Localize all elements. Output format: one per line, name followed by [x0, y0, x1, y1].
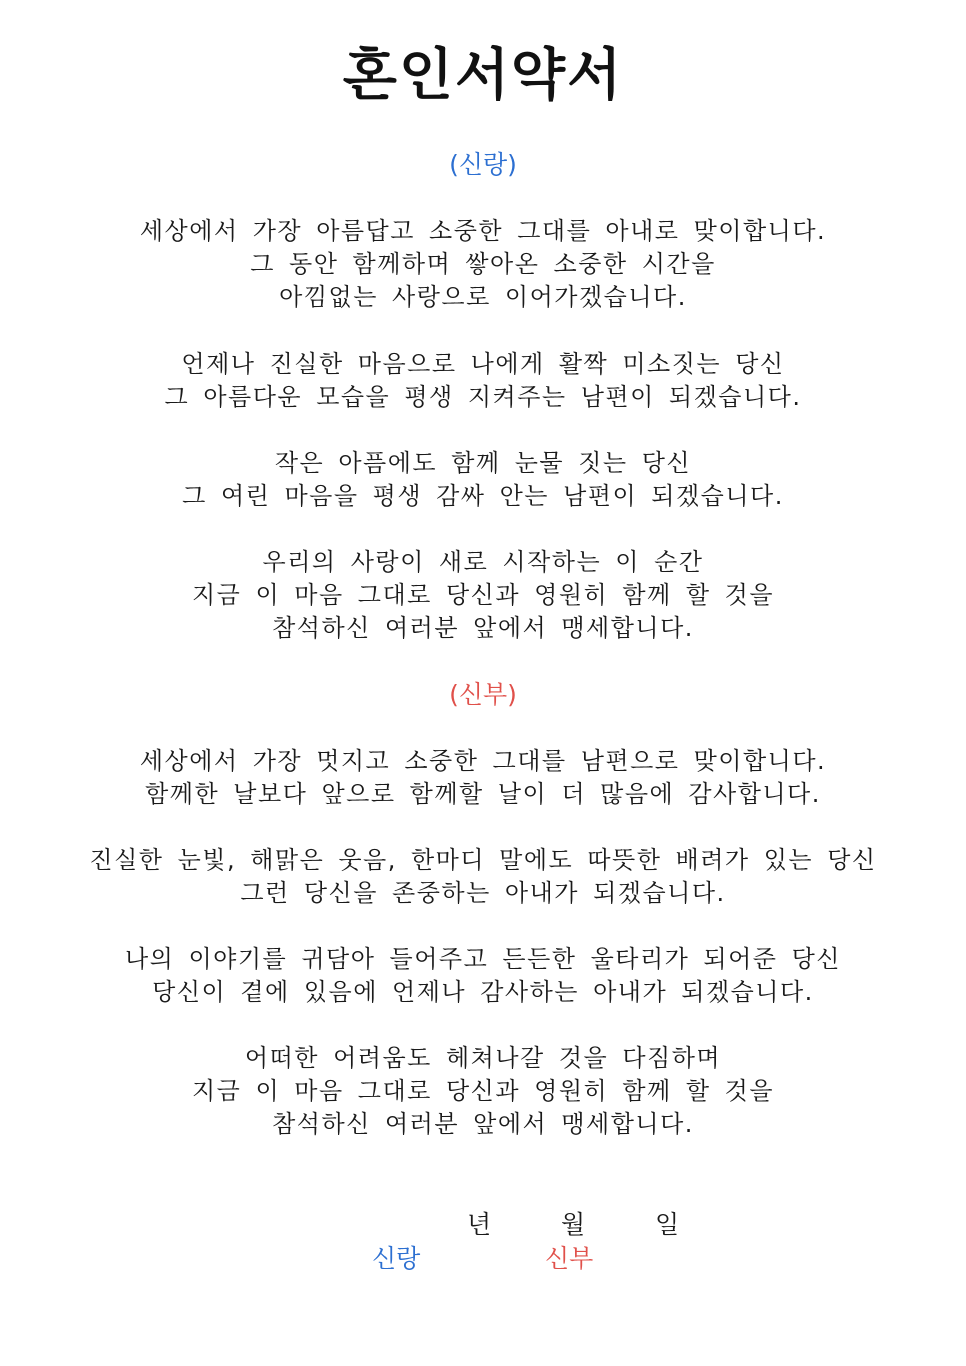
bride-stanza-1 — [0, 745, 966, 811]
vow-line: 참석하신 여러분 앞에서 맹세합니다. — [272, 1110, 694, 1138]
vow-line: 지금 이 마음 그대로 당신과 영원히 함께 할 것을 — [191, 581, 775, 609]
vow-line: 진실한 눈빛, 해맑은 웃음, 한마디 말에도 따뜻한 배려가 있는 당신 — [89, 846, 877, 874]
vow-line: 나의 이야기를 귀담아 들어주고 든든한 울타리가 되어준 당신 — [124, 945, 841, 973]
vow-line: 지금 이 마음 그대로 당신과 영원히 함께 할 것을 — [191, 1077, 775, 1105]
vow-line: 세상에서 가장 멋지고 소중한 그대를 남편으로 맞이합니다. — [139, 747, 827, 775]
groom-signature-label: 신랑 — [372, 1244, 421, 1273]
date-month-label: 월 — [561, 1210, 586, 1239]
vow-line: 참석하신 여러분 앞에서 맹세합니다. — [272, 614, 694, 642]
vow-line: 그 동안 함께하며 쌓아온 소중한 시간을 — [250, 250, 716, 278]
bride-section-heading: (신부) — [449, 680, 517, 709]
vow-line: 어떠한 어려움도 헤쳐나갈 것을 다짐하며 — [244, 1044, 722, 1072]
date-day-label: 일 — [655, 1210, 680, 1239]
bride-stanza-3 — [0, 943, 966, 1009]
bride-signature-label: 신부 — [545, 1244, 594, 1273]
groom-stanza-1 — [0, 215, 966, 314]
signature-line — [0, 1242, 966, 1278]
groom-stanza-3 — [0, 447, 966, 513]
groom-section-heading: (신랑) — [449, 150, 517, 179]
vow-line: 그 여린 마음을 평생 감싸 안는 남편이 되겠습니다. — [182, 482, 784, 510]
vow-line: 당신이 곁에 있음에 언제나 감사하는 아내가 되겠습니다. — [152, 978, 814, 1006]
bride-stanza-4 — [0, 1042, 966, 1141]
vow-line: 언제나 진실한 마음으로 나에게 활짝 미소짓는 당신 — [181, 350, 785, 378]
document-title: 혼인서약서 — [342, 43, 624, 108]
vow-line: 아낌없는 사랑으로 이어가겠습니다. — [279, 283, 687, 311]
vow-line: 함께한 날보다 앞으로 함께할 날이 더 많음에 감사합니다. — [145, 780, 821, 808]
date-line — [0, 1208, 966, 1244]
vow-line: 작은 아픔에도 함께 눈물 짓는 당신 — [274, 449, 692, 477]
vow-line: 세상에서 가장 아름답고 소중한 그대를 아내로 맞이합니다. — [139, 217, 827, 245]
vow-line: 우리의 사랑이 새로 시작하는 이 순간 — [262, 548, 704, 576]
date-year-label: 년 — [467, 1210, 492, 1239]
groom-stanza-4 — [0, 546, 966, 645]
vow-line: 그런 당신을 존중하는 아내가 되겠습니다. — [240, 879, 726, 907]
groom-stanza-2 — [0, 348, 966, 414]
vow-line: 그 아름다운 모습을 평생 지켜주는 남편이 되겠습니다. — [164, 383, 802, 411]
bride-stanza-2 — [0, 844, 966, 910]
